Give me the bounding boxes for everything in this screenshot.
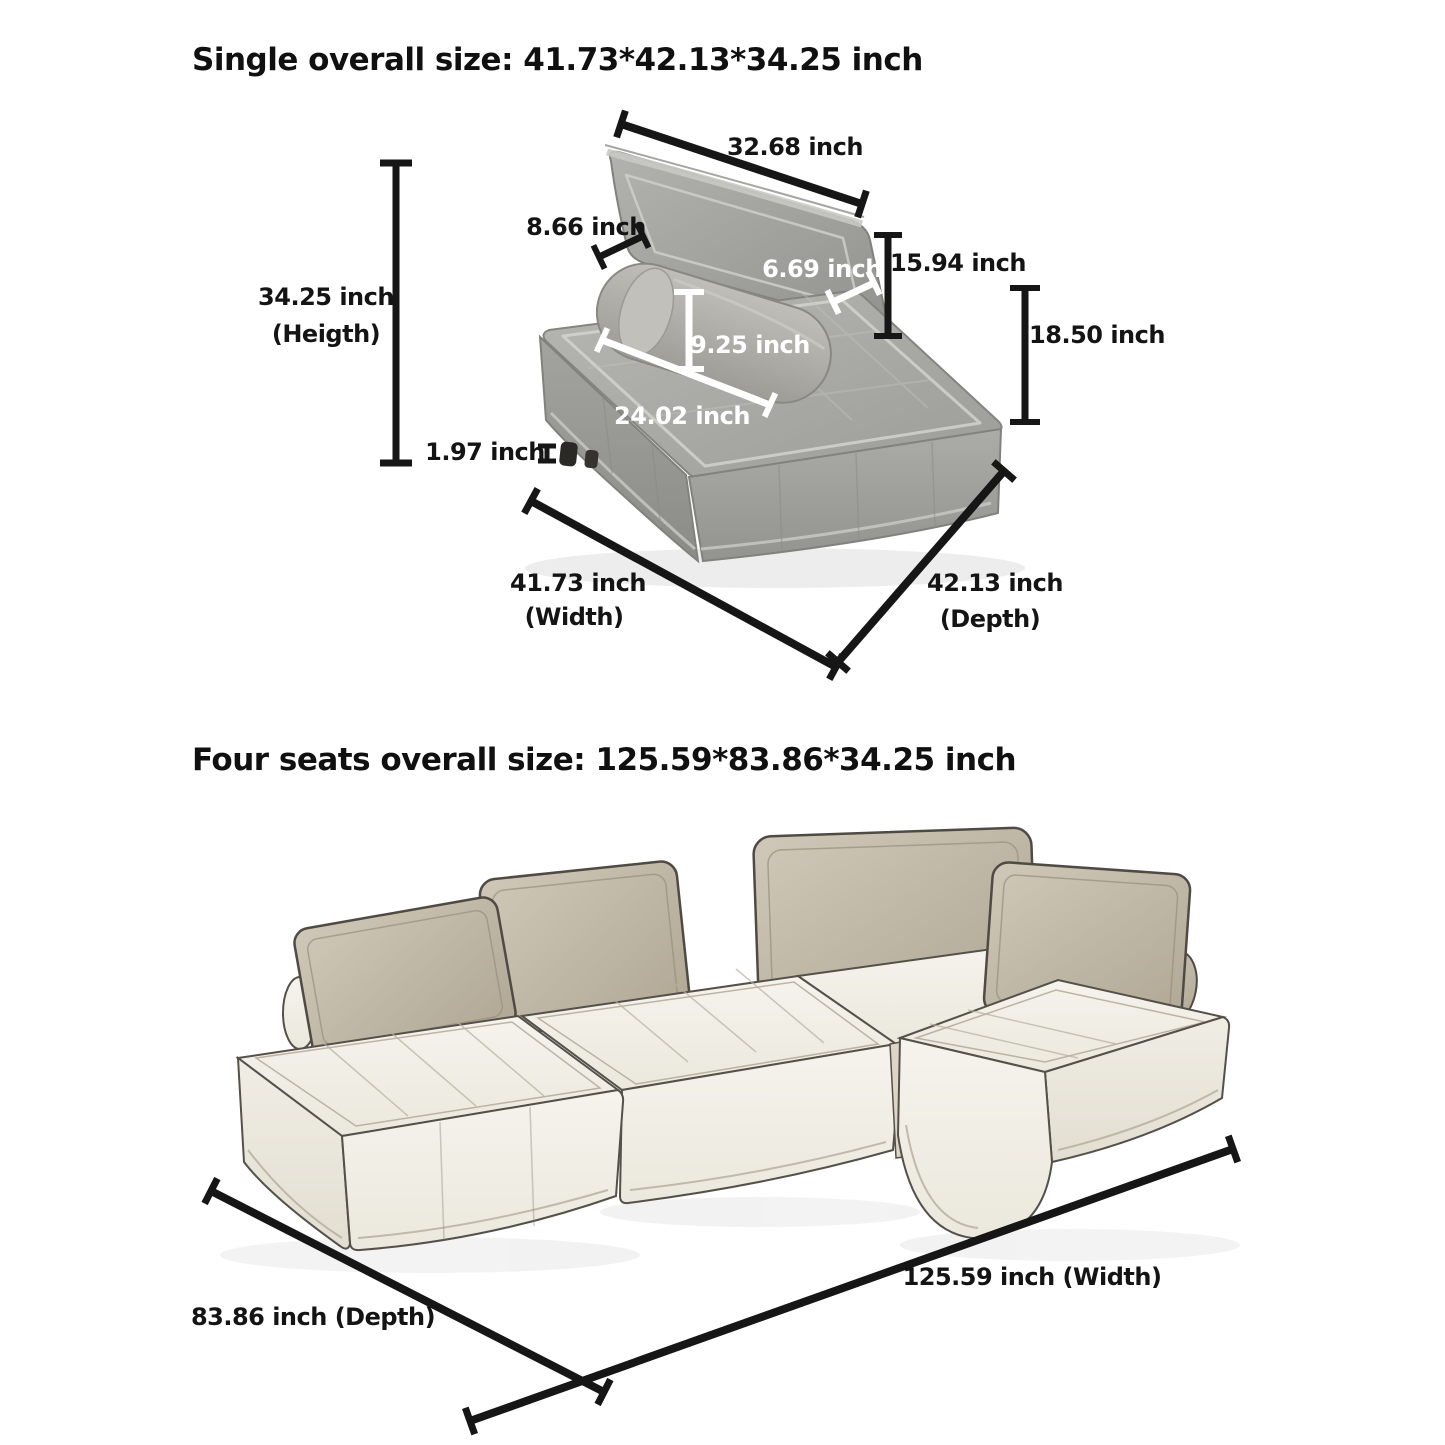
dim-label-back-height: 15.94 inch [890, 249, 1026, 277]
dim-label-four-width: 125.59 inch (Width) [902, 1263, 1162, 1291]
sofa-leg [584, 449, 599, 468]
dim-label-overall-depth: 42.13 inch [927, 569, 1063, 597]
dim-label-leg-height: 1.97 inch [425, 438, 545, 466]
dim-label-back-offset: 8.66 inch [526, 213, 646, 241]
dim-label-overall-height: 34.25 inch [258, 283, 394, 311]
dim-label-overall-height-note: (Heigth) [271, 320, 381, 348]
dim-label-overall-width: 41.73 inch [510, 569, 646, 597]
dim-label-overall-depth-note: (Depth) [939, 605, 1041, 633]
single-size-title: Single overall size: 41.73*42.13*34.25 inch [192, 42, 923, 78]
dim-label-four-depth: 83.86 inch (Depth) [190, 1303, 436, 1331]
sofa-leg [559, 441, 578, 467]
right-module-front-face [898, 1038, 1052, 1238]
dim-label-pillow-height: 9.25 inch [690, 331, 810, 359]
dim-label-seat-width: 24.02 inch [614, 402, 750, 430]
dim-label-back-thickness: 6.69 inch [762, 255, 882, 283]
single-seat-illustration [525, 145, 1025, 588]
dim-label-overall-width-note: (Width) [524, 603, 624, 631]
dim-label-seat-height: 18.50 inch [1029, 321, 1165, 349]
dim-label-back-width: 32.68 inch [727, 133, 863, 161]
four-size-title: Four seats overall size: 125.59*83.86*34.25 inch [192, 742, 1017, 778]
four-seat-illustration [220, 827, 1240, 1273]
